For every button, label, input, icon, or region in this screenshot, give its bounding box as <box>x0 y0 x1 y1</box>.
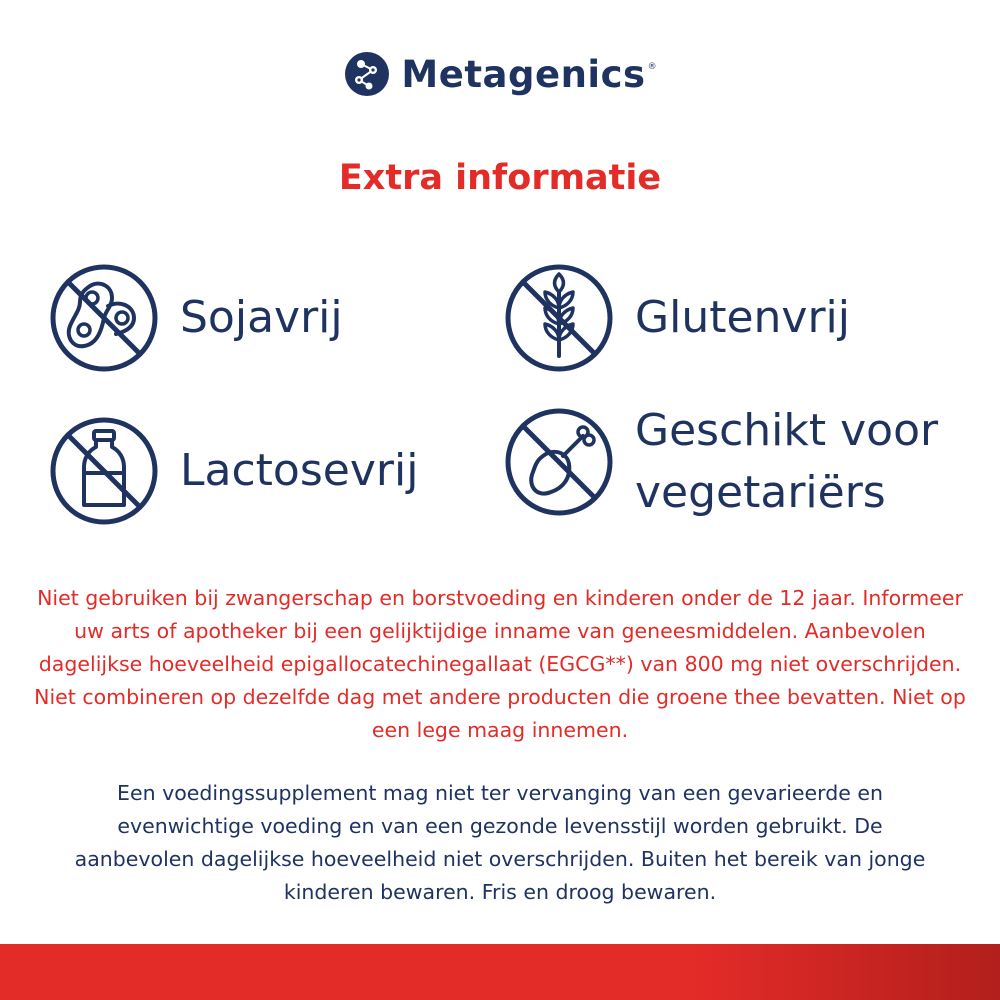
feature-gluten-free <box>503 262 850 374</box>
no-lactose-icon <box>48 415 160 527</box>
feature-label: Lactosevrij <box>180 445 419 496</box>
page-title: Extra informatie <box>338 158 662 198</box>
feature-soy-free <box>48 262 343 374</box>
feature-label: Glutenvrij <box>635 292 850 343</box>
warning-text: Niet gebruiken bij zwangerschap en borstvoeding en kinderen onder de 12 jaar. Informeer uw arts of apotheker bij een gelijktijdige inname van geneesmiddelen. Aanbevolen dagelijkse hoeveelheid epigallocatechinegallaat (EGCG**) van 800 mg niet overschrijden. Niet combineren op dezelfde dag met andere producten die groene thee bevatten. Niet op een lege maag innemen. <box>34 586 966 742</box>
feature-vegetarian <box>503 400 965 524</box>
feature-label: Geschikt voor vegetariërs <box>635 405 939 518</box>
feature-lactose-free <box>48 415 418 527</box>
brand-name: Metagenics <box>401 52 646 96</box>
no-soy-icon <box>48 262 160 374</box>
brand-logo <box>0 50 1000 98</box>
registered-mark: ® <box>647 62 657 72</box>
vegetarian-icon <box>503 406 615 518</box>
metagenics-logo-icon <box>343 50 391 98</box>
no-gluten-icon <box>503 262 615 374</box>
feature-label: Sojavrij <box>180 292 343 343</box>
bottom-bar <box>0 944 1000 1000</box>
general-info-text: Een voedingssupplement mag niet ter vervanging van een gevarieerde en evenwichtige voeding en van een gezonde levensstijl worden gebruikt. De aanbevolen dagelijkse hoeveelheid niet overschrijden. Buiten het bereik van jonge kinderen bewaren. Fris en droog bewaren. <box>74 781 926 904</box>
